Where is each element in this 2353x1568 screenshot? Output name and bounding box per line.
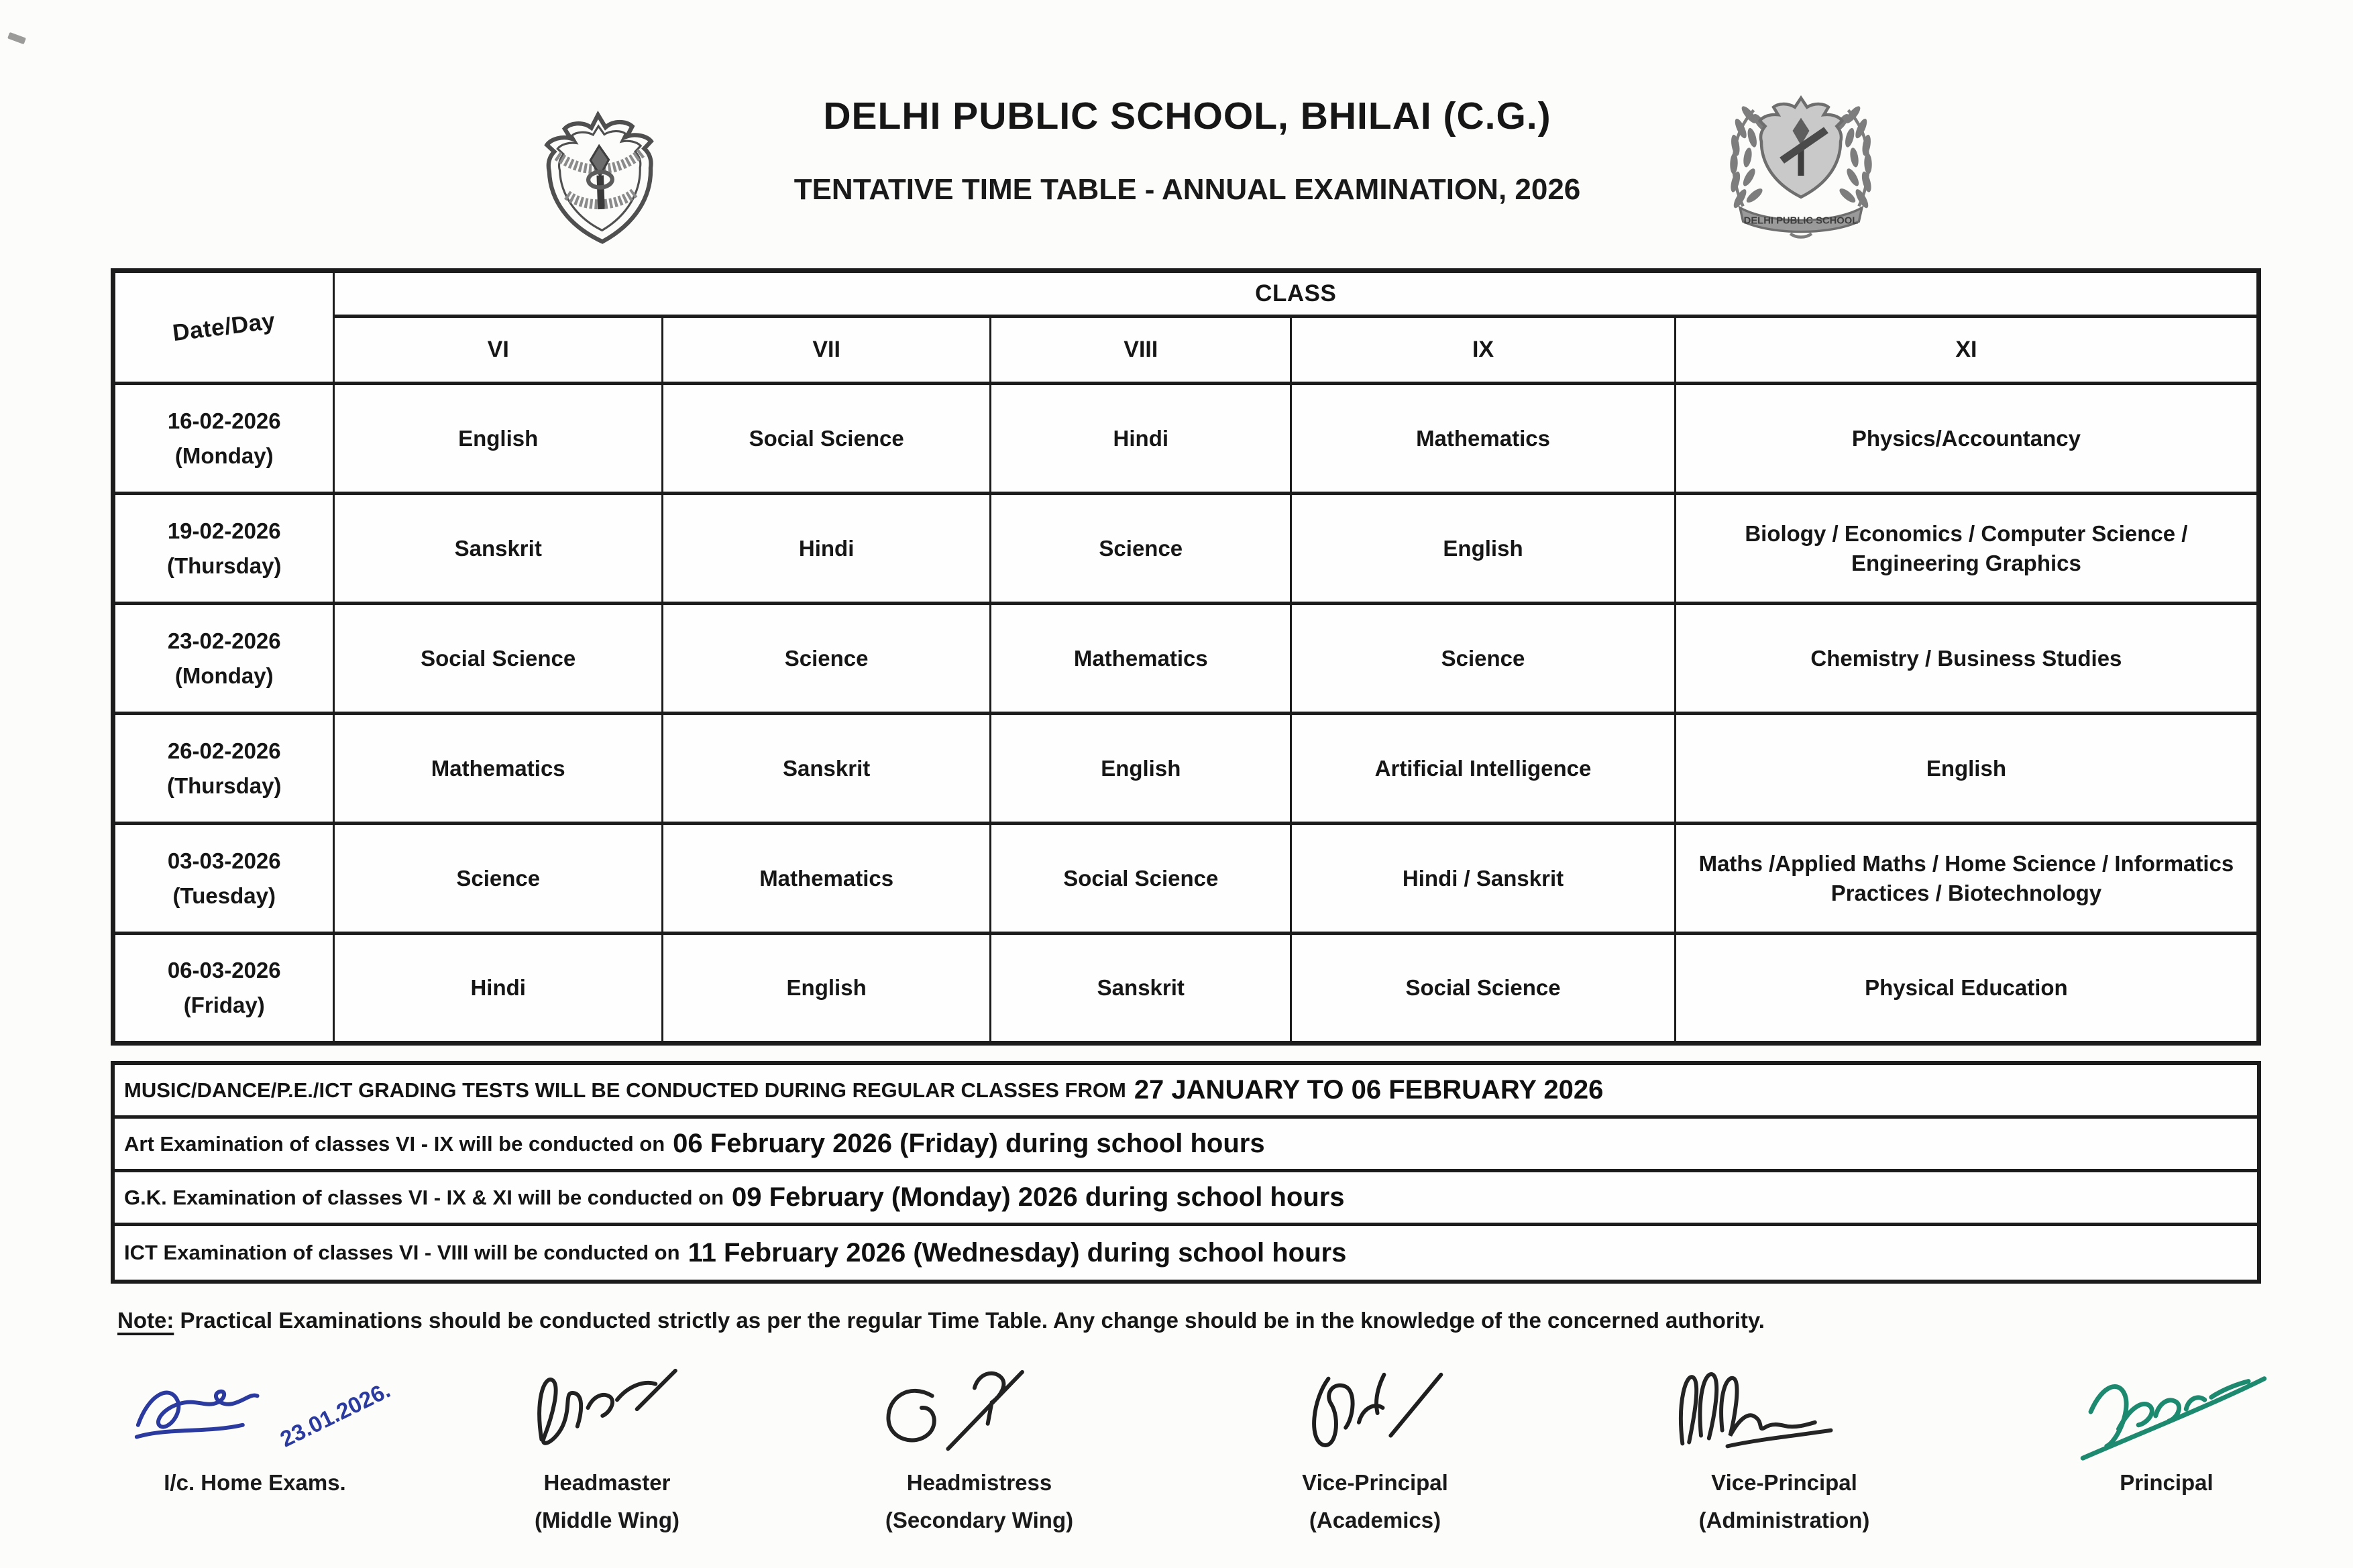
date-day-cell: [113, 934, 334, 1044]
notice-row: [115, 1172, 2257, 1226]
subject-cell: English: [1675, 714, 2258, 824]
subject-cell: Sanskrit: [662, 714, 990, 824]
signature-block: [2019, 1361, 2314, 1496]
subject-cell: Sanskrit: [334, 494, 662, 604]
subject-cell: English: [1291, 494, 1676, 604]
exam-date: 19-02-2026: [167, 518, 281, 543]
table-row: [113, 824, 2259, 934]
signature-date: 23.01.2026.: [276, 1378, 394, 1453]
subject-cell: Mathematics: [991, 604, 1291, 714]
handwritten-signature: [1637, 1361, 1932, 1467]
signature-title: Principal: [2120, 1470, 2213, 1495]
signature-title: Headmistress: [906, 1470, 1052, 1495]
handwritten-signature: [463, 1361, 751, 1467]
class-column-header-xi: XI: [1675, 317, 2258, 384]
date-day-cell: [113, 824, 334, 934]
table-row: [113, 604, 2259, 714]
signature-subtitle: (Middle Wing): [535, 1508, 679, 1532]
notice-row: [115, 1065, 2257, 1119]
notices-box: [111, 1061, 2261, 1284]
date-day-cell: [113, 384, 334, 494]
exam-date: 06-03-2026: [167, 958, 281, 983]
exam-date: 23-02-2026: [167, 628, 281, 653]
subject-cell: Biology / Economics / Computer Science / Engineering Graphics: [1675, 494, 2258, 604]
signature-title: I/c. Home Exams.: [164, 1470, 346, 1495]
subject-cell: Maths /Applied Maths / Home Science / Informatics Practices / Biotechnology: [1675, 824, 2258, 934]
exam-date: 16-02-2026: [167, 408, 281, 433]
exam-day: (Thursday): [166, 773, 282, 798]
signature-block: [74, 1361, 436, 1496]
exam-timetable: [111, 268, 2261, 1046]
subject-cell: Physics/Accountancy: [1675, 384, 2258, 494]
class-column-header-vii: VII: [662, 317, 990, 384]
subject-cell: Science: [1291, 604, 1676, 714]
subject-cell: Science: [991, 494, 1291, 604]
notice-lead-text: Art Examination of classes VI - IX will be conducted on: [124, 1131, 665, 1156]
class-column-header-vi: VI: [334, 317, 662, 384]
subject-cell: English: [991, 714, 1291, 824]
signature-block: [805, 1361, 1154, 1533]
subject-cell: Social Science: [662, 384, 990, 494]
handwritten-signature: [107, 1361, 402, 1467]
notice-row: [115, 1226, 2257, 1280]
signature-block: [1596, 1361, 1972, 1533]
date-day-cell: [113, 494, 334, 604]
table-row: [113, 494, 2259, 604]
table-row: [113, 934, 2259, 1044]
exam-day: (Tuesday): [172, 883, 276, 908]
subject-cell: Science: [334, 824, 662, 934]
corner-header-cell: [113, 271, 334, 384]
subject-cell: Hindi: [991, 384, 1291, 494]
notice-emphasis-text: 09 February (Monday) 2026 during school hours: [732, 1182, 1345, 1212]
subject-cell: Mathematics: [1291, 384, 1676, 494]
exam-day: (Thursday): [166, 553, 282, 578]
notice-row: [115, 1119, 2257, 1172]
page-subtitle: TENTATIVE TIME TABLE - ANNUAL EXAMINATION, 2026: [794, 173, 1581, 206]
signature-title: Headmaster: [543, 1470, 671, 1495]
notice-lead-text: MUSIC/DANCE/P.E./ICT GRADING TESTS WILL BE CONDUCTED DURING REGULAR CLASSES FROM: [124, 1078, 1126, 1102]
exam-day: (Friday): [183, 993, 265, 1017]
subject-cell: Hindi: [334, 934, 662, 1044]
subject-cell: Artificial Intelligence: [1291, 714, 1676, 824]
subject-cell: Hindi / Sanskrit: [1291, 824, 1676, 934]
subject-cell: Mathematics: [334, 714, 662, 824]
table-row: [113, 714, 2259, 824]
signature-block: [463, 1361, 751, 1533]
subject-cell: Hindi: [662, 494, 990, 604]
date-day-cell: [113, 714, 334, 824]
signature-subtitle: (Secondary Wing): [885, 1508, 1074, 1532]
subject-cell: Chemistry / Business Studies: [1675, 604, 2258, 714]
dps-shield-crest-logo: [527, 98, 673, 264]
subject-cell: Social Science: [991, 824, 1291, 934]
document-header: [698, 94, 1677, 207]
scan-artifact: [7, 32, 26, 44]
notice-emphasis-text: 27 JANUARY TO 06 FEBRUARY 2026: [1134, 1075, 1604, 1105]
subject-cell: Mathematics: [662, 824, 990, 934]
date-day-cell: [113, 604, 334, 714]
signature-title: Vice-Principal: [1302, 1470, 1448, 1495]
subject-cell: Sanskrit: [991, 934, 1291, 1044]
class-column-header-viii: VIII: [991, 317, 1291, 384]
signature-title: Vice-Principal: [1711, 1470, 1857, 1495]
note-text: Practical Examinations should be conducted strictly as per the regular Time Table. Any change should be in the knowledge of the concerned authority.: [180, 1308, 1765, 1333]
exam-day: (Monday): [174, 443, 274, 468]
notice-lead-text: G.K. Examination of classes VI - IX & XI will be conducted on: [124, 1185, 724, 1209]
note-label: Note:: [117, 1308, 174, 1333]
notice-emphasis-text: 06 February 2026 (Friday) during school hours: [673, 1129, 1265, 1158]
handwritten-signature: [2019, 1361, 2314, 1467]
exam-date: 26-02-2026: [167, 738, 281, 763]
class-band-header: CLASS: [334, 271, 2259, 317]
class-column-header-ix: IX: [1291, 317, 1676, 384]
handwritten-signature: [1227, 1361, 1523, 1467]
handwritten-signature: [832, 1361, 1127, 1467]
exam-day: (Monday): [174, 663, 274, 688]
subject-cell: English: [662, 934, 990, 1044]
table-row: [113, 384, 2259, 494]
wreath-banner-text: DELHI PUBLIC SCHOOL: [1743, 215, 1859, 227]
signature-subtitle: (Administration): [1698, 1508, 1870, 1532]
notice-emphasis-text: 11 February 2026 (Wednesday) during school hours: [688, 1237, 1347, 1268]
subject-cell: Science: [662, 604, 990, 714]
signature-block: [1227, 1361, 1523, 1533]
page-title: DELHI PUBLIC SCHOOL, BHILAI (C.G.): [823, 95, 1551, 137]
subject-cell: English: [334, 384, 662, 494]
corner-header-label: Date/Day: [171, 307, 277, 347]
signature-subtitle: (Academics): [1309, 1508, 1441, 1532]
dps-wreath-emblem-logo: [1717, 77, 1885, 251]
signature-row: [0, 1361, 2353, 1563]
subject-cell: Social Science: [1291, 934, 1676, 1044]
subject-cell: Physical Education: [1675, 934, 2258, 1044]
subject-cell: Social Science: [334, 604, 662, 714]
note-paragraph: [117, 1301, 2250, 1340]
exam-date: 03-03-2026: [167, 848, 281, 873]
notice-lead-text: ICT Examination of classes VI - VIII will be conducted on: [124, 1241, 680, 1264]
